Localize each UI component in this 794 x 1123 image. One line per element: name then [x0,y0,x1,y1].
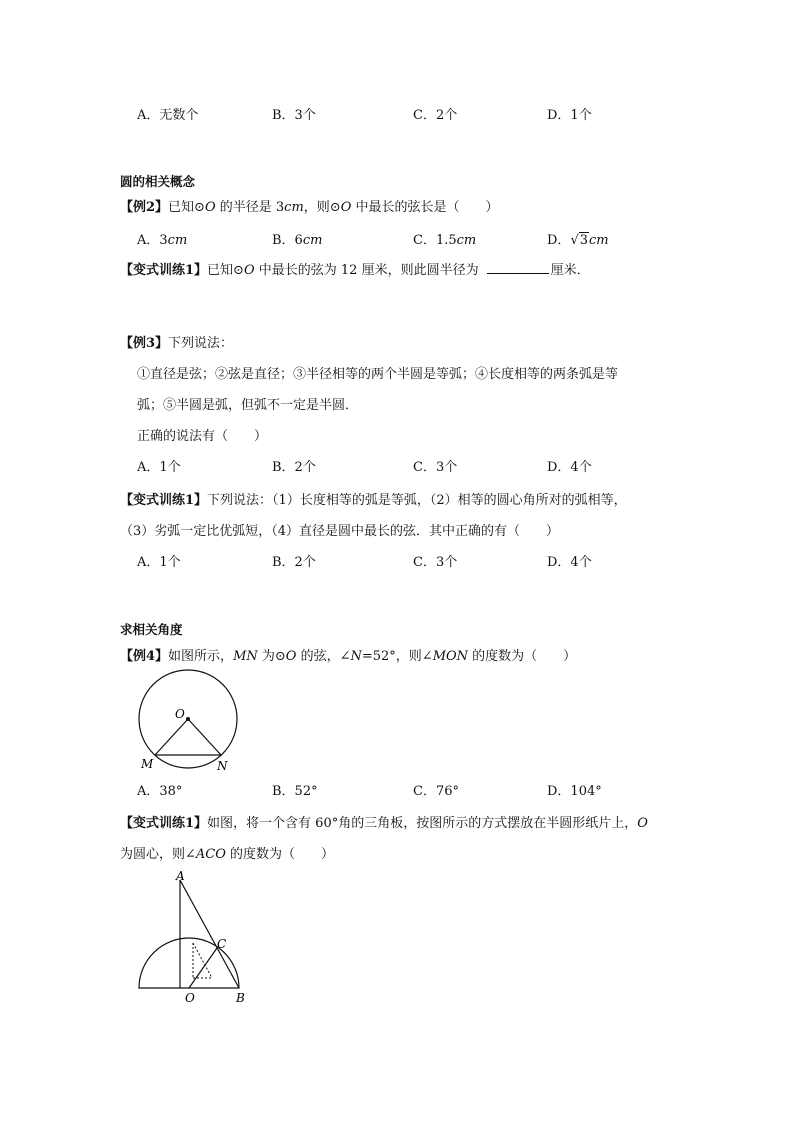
center-dot [186,717,190,721]
ex2-option-a: A．3cm [137,233,188,248]
sqrt-symbol: √3 [570,233,589,248]
answer-blank[interactable] [487,261,549,274]
example-tag: 【例2】 [120,200,169,215]
label-b: B [236,991,245,1005]
label-c: C [217,937,227,951]
section-heading-circle-concepts: 圆的相关概念 [120,174,196,189]
variant-1-question: 【变式训练1】已知⊙O 中最长的弦为 12 厘米，则此圆半径为 厘米． [120,263,590,278]
ex2-option-d: D．√3cm [547,233,609,248]
ex3-option-d: D．4个 [547,460,592,475]
var2-option-b: B．2个 [272,555,316,570]
label-o: O [175,707,185,721]
semicircle-triangle-figure [130,868,260,1008]
example-3-question: 正确的说法有（ ） [137,429,268,444]
ex4-option-a: A．38° [137,784,183,799]
q1-option-c: C．2个 [413,108,458,123]
example-3-intro: 【例3】下列说法： [120,336,234,351]
label-n: N [217,759,228,773]
radius-on [188,719,221,755]
var2-option-a: A．1个 [137,555,181,570]
example-2-question: 【例2】已知⊙O 的半径是 3cm，则⊙O 中最长的弦长是（ ） [120,200,499,215]
triangle-hypotenuse [180,880,239,988]
example-3-line-2: 弧；⑤半圆是弧，但弧不一定是半圆． [137,398,359,413]
section-heading-angles: 求相关角度 [120,622,183,637]
q1-option-a: A．无数个 [137,108,199,123]
q1-option-b: B．3个 [272,108,316,123]
ex4-option-d: D．104° [547,784,602,799]
q1-option-d: D．1个 [547,108,592,123]
label-a: A [176,869,185,883]
circle-chord-figure [130,668,250,778]
ex2-option-c: C．1.5cm [413,233,477,248]
ex3-option-c: C．3个 [413,460,458,475]
ex3-option-b: B．2个 [272,460,316,475]
label-m: M [141,757,154,771]
ex3-option-a: A．1个 [137,460,181,475]
example-4-question: 【例4】如图所示，MN 为⊙O 的弦，∠N=52°，则∠MON 的度数为（ ） [120,649,577,664]
ex2-option-b: B．6cm [272,233,323,248]
inner-dashed-hyp [193,943,212,978]
variant-3-line-1: 【变式训练1】如图，将一个含有 60°角的三角板，按图所示的方式摆放在半圆形纸片上，O [120,816,648,831]
var2-option-d: D．4个 [547,555,592,570]
variant-3-line-2: 为圆心，则∠ACO 的度数为（ ） [120,847,335,862]
var2-option-c: C．3个 [413,555,458,570]
radius-om [155,719,188,755]
ex4-option-b: B．52° [272,784,318,799]
example-3-line-1: ①直径是弦；②弦是直径；③半径相等的两个半圆是等弧；④长度相等的两条弧是等 [137,367,619,382]
variant-2-line-1: 【变式训练1】下列说法：（1）长度相等的弧是等弧，（2）相等的圆心角所对的弧相等， [120,493,627,508]
variant-2-line-2: （3）劣弧一定比优弧短，（4）直径是圆中最长的弦．其中正确的有（ ） [120,524,560,539]
ex4-option-c: C．76° [413,784,459,799]
label-o: O [185,991,195,1005]
